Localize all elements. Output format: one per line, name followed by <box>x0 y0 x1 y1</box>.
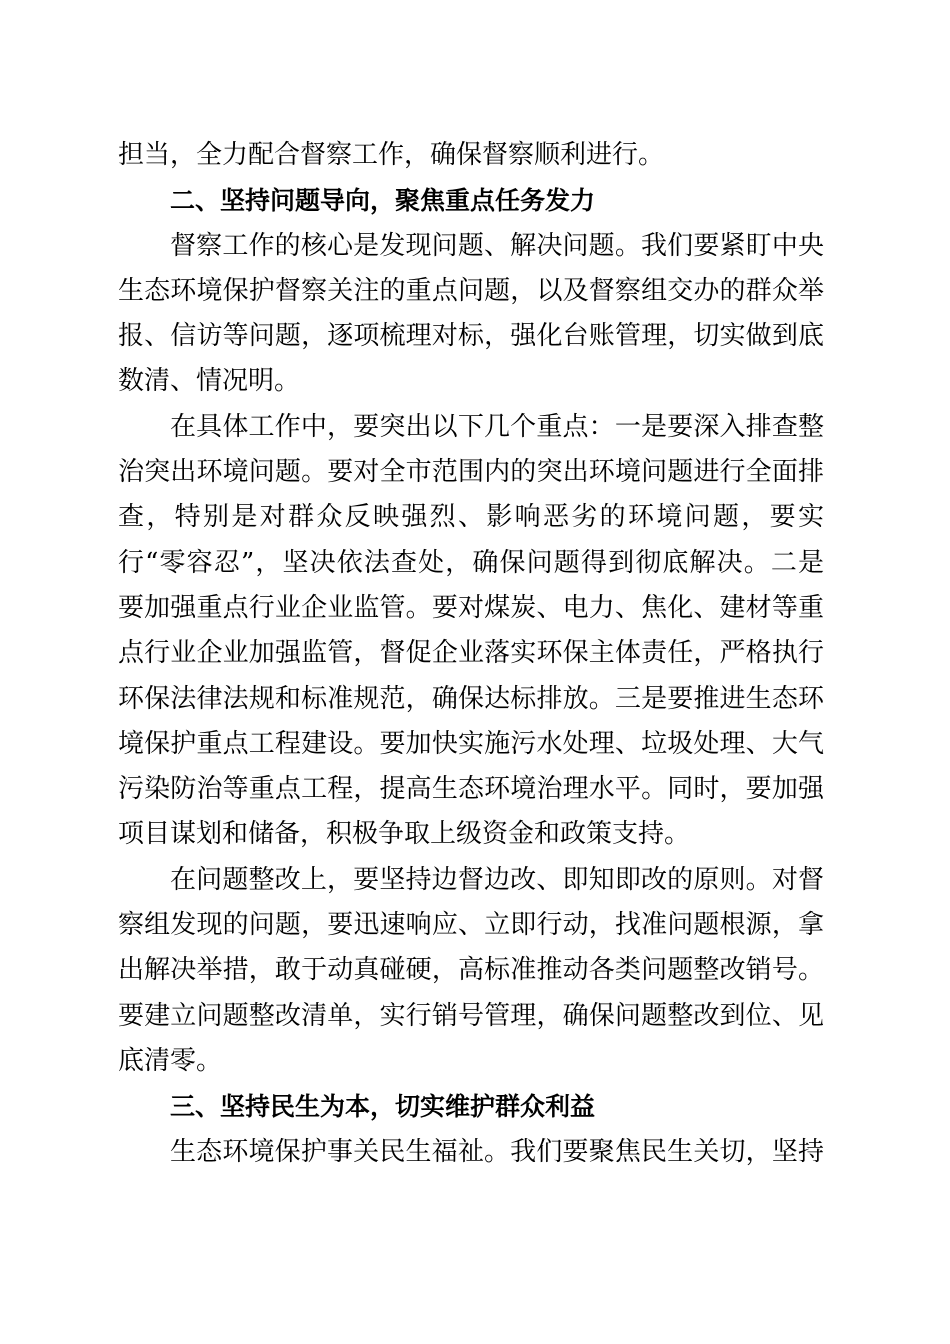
paragraph-line: 查，特别是对群众反映强烈、影响恶劣的环境问题，要实 <box>118 502 824 533</box>
section-heading: 二、坚持问题导向，聚焦重点任务发力 <box>170 186 596 216</box>
document-body <box>118 133 824 1175</box>
paragraph-line: 要加强重点行业企业监管。要对煤炭、电力、焦化、建材等重 <box>118 592 824 623</box>
paragraph-line: 项目谋划和储备，积极争取上级资金和政策支持。 <box>118 819 691 850</box>
paragraph-line: 点行业企业加强监管，督促企业落实环保主体责任，严格执行 <box>118 638 824 669</box>
paragraph-line: 在具体工作中，要突出以下几个重点：一是要深入排查整 <box>170 411 824 442</box>
paragraph-line: 行“零容忍”，坚决依法查处，确保问题得到彻底解决。二是 <box>118 547 824 578</box>
paragraph-line: 数清、情况明。 <box>118 366 301 397</box>
paragraph-line: 境保护重点工程建设。要加快实施污水处理、垃圾处理、大气 <box>118 728 824 759</box>
paragraph-line: 环保法律法规和标准规范，确保达标排放。三是要推进生态环 <box>118 683 824 714</box>
paragraph-line: 察组发现的问题，要迅速响应、立即行动，找准问题根源，拿 <box>118 910 824 941</box>
section-heading: 三、坚持民生为本，切实维护群众利益 <box>170 1092 596 1122</box>
paragraph-line: 出解决举措，敢于动真碰硬，高标准推动各类问题整改销号。 <box>118 955 824 986</box>
paragraph-line: 生态环境保护督察关注的重点问题，以及督察组交办的群众举 <box>118 275 824 306</box>
paragraph-line: 底清零。 <box>118 1045 223 1076</box>
paragraph-line: 报、信访等问题，逐项梳理对标，强化台账管理，切实做到底 <box>118 321 824 352</box>
paragraph-line: 督察工作的核心是发现问题、解决问题。我们要紧盯中央 <box>170 230 824 261</box>
paragraph-line: 担当，全力配合督察工作，确保督察顺利进行。 <box>118 140 665 170</box>
paragraph-line: 在问题整改上，要坚持边督边改、即知即改的原则。对督 <box>170 864 824 895</box>
paragraph-line: 要建立问题整改清单，实行销号管理，确保问题整改到位、见 <box>118 1000 824 1031</box>
paragraph-line: 污染防治等重点工程，提高生态环境治理水平。同时，要加强 <box>118 774 824 805</box>
paragraph-line: 治突出环境问题。要对全市范围内的突出环境问题进行全面排 <box>118 457 824 488</box>
paragraph-line: 生态环境保护事关民生福祉。我们要聚焦民生关切，坚持 <box>170 1136 824 1167</box>
